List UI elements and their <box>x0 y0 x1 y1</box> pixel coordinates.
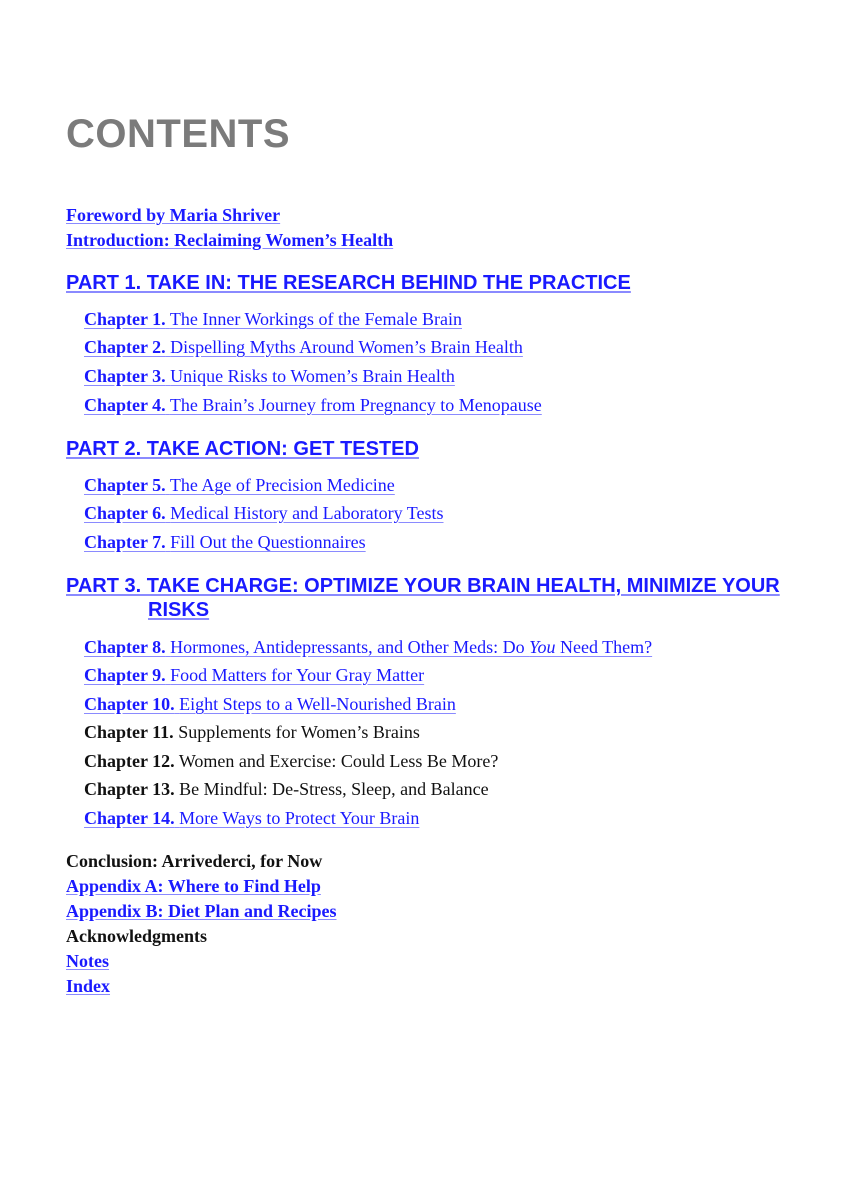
chapter-title: Dispelling Myths Around Women’s Brain Health <box>170 337 523 357</box>
chapter-number: Chapter 12. <box>84 751 175 771</box>
chapter-title: The Brain’s Journey from Pregnancy to Menopause <box>169 395 542 415</box>
toc-chapter-10-link[interactable] <box>84 694 456 715</box>
chapter-number: Chapter 13. <box>84 779 175 799</box>
chapter-number: Chapter 11. <box>84 722 174 742</box>
chapter-title: Hormones, Antidepressants, and Other Meds: Do You Need Them? <box>170 637 653 657</box>
toc-chapter-9-link[interactable] <box>84 665 424 686</box>
chapter-title: Supplements for Women’s Brains <box>178 722 420 742</box>
toc-chapter-11 <box>84 722 420 743</box>
part-3-label-line-1: PART 3. TAKE CHARGE: OPTIMIZE YOUR BRAIN HEALTH, MINIMIZE YOUR <box>66 575 780 597</box>
toc-foreword-link[interactable]: Foreword by Maria Shriver <box>66 205 281 225</box>
toc-chapter-12 <box>84 751 498 772</box>
page-title: CONTENTS <box>66 112 290 156</box>
toc-chapter-3-link[interactable] <box>84 366 455 387</box>
chapter-number: Chapter 4. <box>84 395 166 415</box>
chapter-title: Food Matters for Your Gray Matter <box>170 665 425 685</box>
chapter-title: More Ways to Protect Your Brain <box>179 808 420 828</box>
toc-chapter-2-link[interactable] <box>84 337 523 358</box>
toc-acknowledgments: Acknowledgments <box>66 926 208 946</box>
toc-chapter-7-link[interactable] <box>84 532 366 553</box>
toc-conclusion: Conclusion: Arrivederci, for Now <box>66 851 323 871</box>
toc-notes-link[interactable]: Notes <box>66 951 109 971</box>
toc-chapter-8-link[interactable] <box>84 637 652 658</box>
toc-appendix-b-link[interactable]: Appendix B: Diet Plan and Recipes <box>66 901 337 921</box>
chapter-title: Eight Steps to a Well-Nourished Brain <box>179 694 456 714</box>
chapter-number: Chapter 2. <box>84 337 166 357</box>
toc-chapter-13 <box>84 779 489 800</box>
toc-chapter-14-link[interactable] <box>84 808 419 829</box>
chapter-title: Women and Exercise: Could Less Be More? <box>178 751 499 771</box>
chapter-title: Unique Risks to Women’s Brain Health <box>170 366 455 386</box>
toc-appendix-a-link[interactable]: Appendix A: Where to Find Help <box>66 876 321 896</box>
toc-chapter-5-link[interactable] <box>84 475 395 496</box>
chapter-title: The Inner Workings of the Female Brain <box>169 309 462 329</box>
part-3-label-line-2: RISKS <box>148 599 210 621</box>
toc-chapter-1-link[interactable] <box>84 309 462 330</box>
chapter-title: Be Mindful: De-Stress, Sleep, and Balance <box>179 779 489 799</box>
chapter-number: Chapter 14. <box>84 808 175 828</box>
toc-part-3-link[interactable] <box>66 574 806 622</box>
chapter-number: Chapter 9. <box>84 665 166 685</box>
toc-part-2-link[interactable]: PART 2. TAKE ACTION: GET TESTED <box>66 438 419 460</box>
chapter-title: Medical History and Laboratory Tests <box>170 503 444 523</box>
chapter-number: Chapter 3. <box>84 366 166 386</box>
chapter-title: The Age of Precision Medicine <box>169 475 395 495</box>
toc-chapter-6-link[interactable] <box>84 503 444 524</box>
chapter-title: Fill Out the Questionnaires <box>170 532 366 552</box>
chapter-number: Chapter 5. <box>84 475 166 495</box>
toc-introduction-link[interactable]: Introduction: Reclaiming Women’s Health <box>66 230 394 250</box>
toc-part-1-link[interactable]: PART 1. TAKE IN: THE RESEARCH BEHIND THE PRACTICE <box>66 272 631 294</box>
chapter-number: Chapter 7. <box>84 532 166 552</box>
chapter-number: Chapter 8. <box>84 637 166 657</box>
chapter-number: Chapter 6. <box>84 503 166 523</box>
toc-index-link[interactable]: Index <box>66 976 111 996</box>
chapter-number: Chapter 10. <box>84 694 175 714</box>
chapter-number: Chapter 1. <box>84 309 166 329</box>
toc-chapter-4-link[interactable] <box>84 395 542 416</box>
